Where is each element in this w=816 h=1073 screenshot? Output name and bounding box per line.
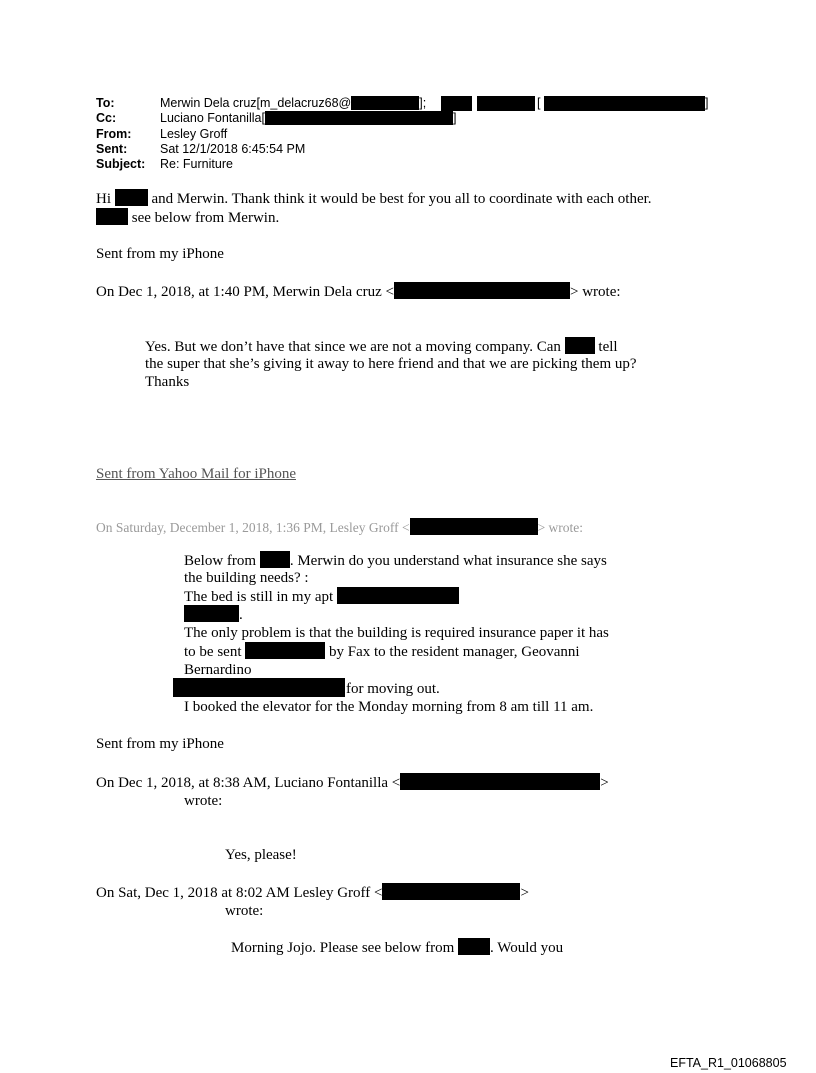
to-bracket-close: ] [705,96,709,110]
sent-from-iphone-2: Sent from my iPhone [96,736,224,752]
quote-header-text: > [520,885,529,901]
redaction [400,773,600,790]
redaction [458,938,490,955]
lesley-line-7: Bernardino [184,662,252,678]
redaction [382,883,520,900]
lesley-line-5: The only problem is that the building is required insurance paper it has [184,625,609,641]
redaction [565,337,595,354]
merwin-line-2: the super that she’s giving it away to here friend and that we are picking them up? [145,356,637,372]
sent-value: Sat 12/1/2018 6:45:54 PM [160,142,306,156]
redaction [441,96,472,111]
redaction [173,678,345,697]
quoted-text: to be sent [184,644,242,660]
cc-value [160,111,456,127]
greeting: Hi [96,191,111,207]
quoted-text: The bed is still in my apt [184,589,334,605]
lesley-line-9: I booked the elevator for the Monday morning from 8 am till 11 am. [184,699,594,715]
lesley-line-3 [184,587,459,606]
yahoo-mail-signature-link[interactable]: Sent from Yahoo Mail for iPhone [96,466,296,482]
to-value [160,96,426,112]
quoted-text: . Merwin do you understand what insurance she says [289,553,607,569]
lesley-morning-line [231,938,563,957]
redaction [96,208,128,225]
quote-header-text: > wrote: [569,284,621,300]
quoted-text: Below from [184,553,257,569]
quote-header-lesley-2 [96,883,529,902]
from-label: From: [96,127,132,141]
subject-label: Subject: [96,157,146,171]
redaction [394,282,570,299]
quoted-text: Yes. But we don’t have that since we are not a moving company. Can [145,339,561,355]
quote-header-text: On Sat, Dec 1, 2018 at 8:02 AM Lesley Groff < [96,885,383,901]
redaction [477,96,535,111]
to-label: To: [96,96,115,110]
lesley-line-6 [184,642,580,661]
quote-header-text: > [600,775,609,791]
lesley-line-4 [184,605,243,624]
redaction [245,642,325,659]
quote-header-luciano-wrote: wrote: [184,793,223,809]
quote-header-text: On Dec 1, 2018, at 1:40 PM, Merwin Dela cruz < [96,284,394,300]
body-line-1 [96,189,652,208]
cc-bracket-close: ] [452,111,457,125]
quoted-text: . [239,607,243,623]
redaction [410,518,538,535]
redaction [115,189,148,206]
quoted-text: tell [598,339,618,355]
redaction [544,96,705,111]
cc-label: Cc: [96,111,117,125]
lesley-line-1 [184,551,607,570]
redaction [265,111,453,125]
body-line-2 [96,208,279,227]
from-value: Lesley Groff [160,127,228,141]
merwin-line-3: Thanks [145,374,190,390]
quote-header-text: > wrote: [537,520,584,535]
to-bracket-open: [ [537,96,541,110]
quote-header-lesley-2-wrote: wrote: [225,903,264,919]
quote-header-merwin [96,282,621,301]
to-separator: ]; [419,96,427,110]
to-recipient-1: Merwin Dela cruz[m_delacruz68@ [160,96,352,110]
subject-value: Re: Furniture [160,157,233,171]
lesley-line-8: for moving out. [346,681,440,697]
quoted-text: . Would you [490,940,564,956]
luciano-reply: Yes, please! [225,847,297,863]
quote-header-luciano [96,773,609,792]
merwin-line-1 [145,337,618,356]
quote-header-text: On Saturday, December 1, 2018, 1:36 PM, Lesley Groff < [96,520,410,535]
quote-header-text: On Dec 1, 2018, at 8:38 AM, Luciano Fontanilla < [96,775,401,791]
quoted-text: by Fax to the resident manager, Geovanni [329,644,580,660]
redaction [184,605,239,622]
body-text: see below from Merwin. [131,210,280,226]
sent-from-iphone: Sent from my iPhone [96,246,224,262]
redaction [351,96,419,110]
sent-label: Sent: [96,142,128,156]
body-text: and Merwin. Thank think it would be best for you all to coordinate with each other. [151,191,652,207]
quote-header-lesley-1 [96,518,583,537]
redaction [337,587,459,604]
cc-recipient: Luciano Fontanilla[ [160,111,265,125]
redaction [260,551,290,568]
lesley-line-2: the building needs? : [184,570,309,586]
quoted-text: Morning Jojo. Please see below from [231,940,455,956]
document-id: EFTA_R1_01068805 [670,1056,787,1070]
